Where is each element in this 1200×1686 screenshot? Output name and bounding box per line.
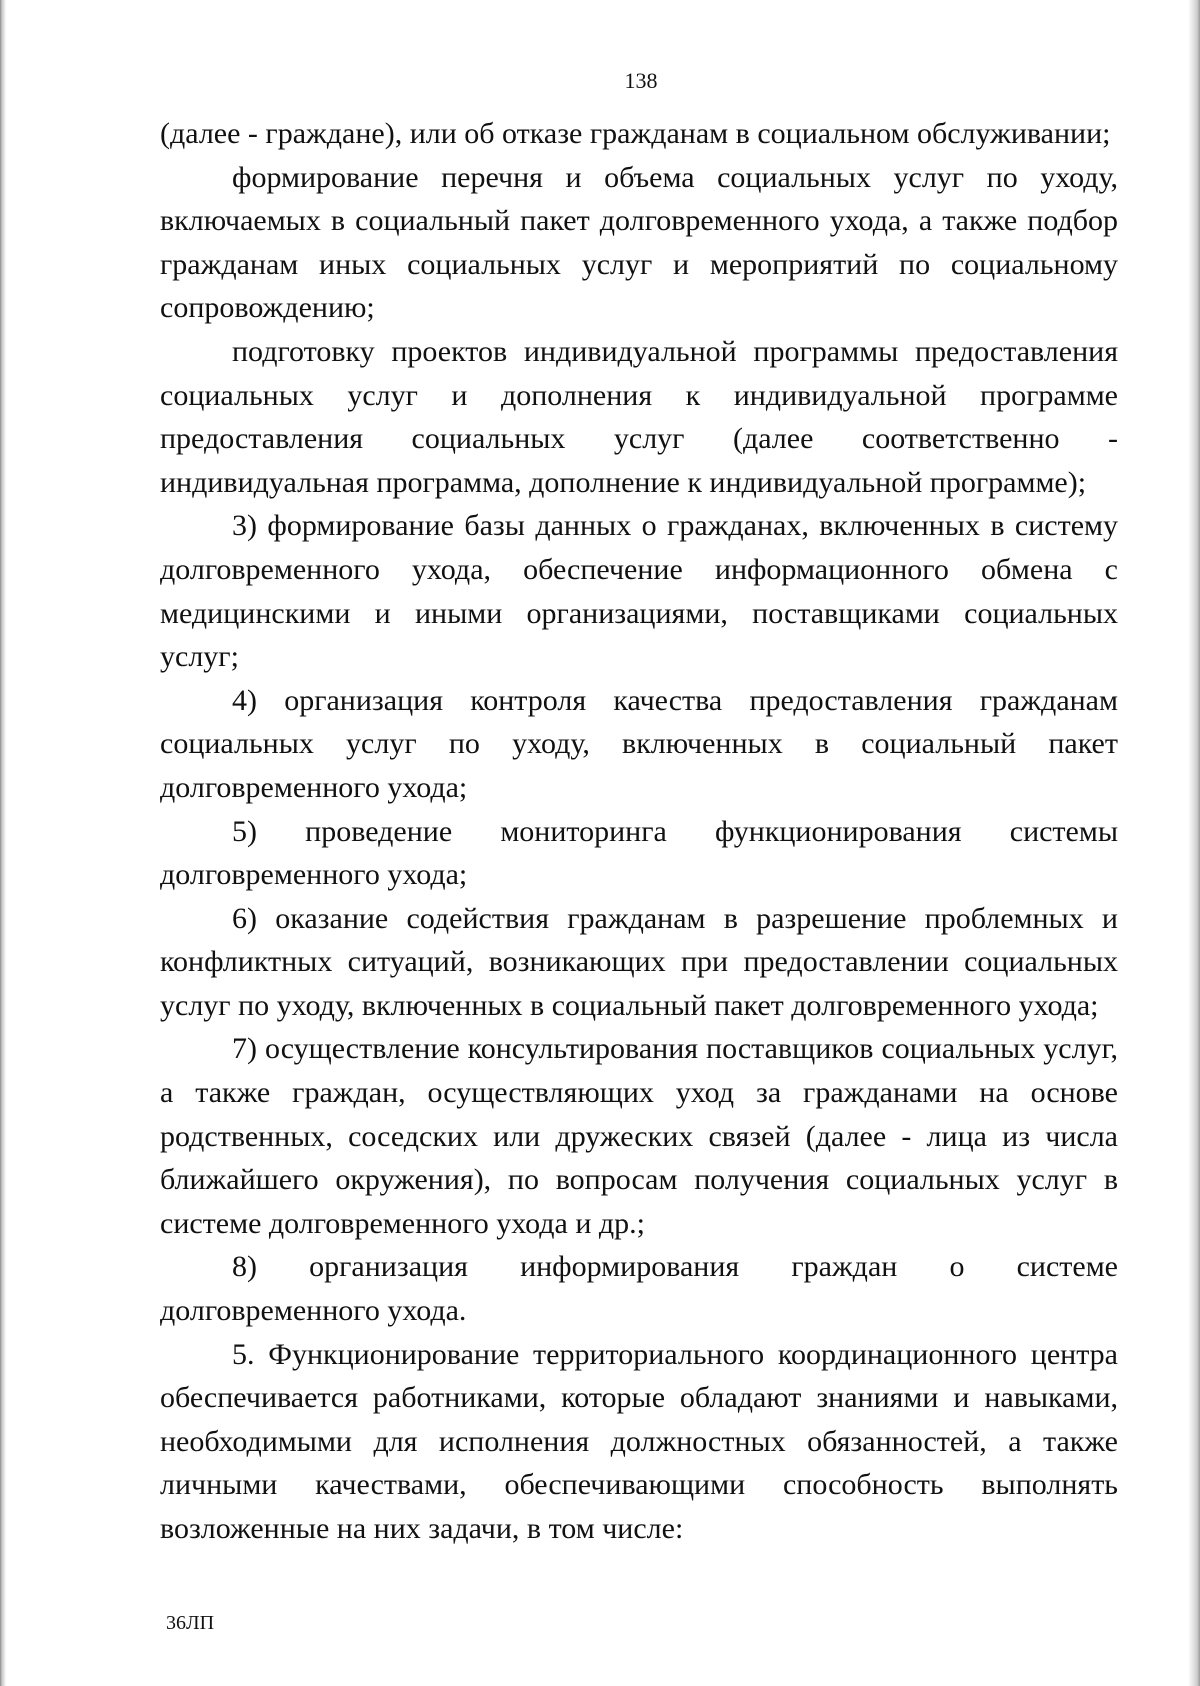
paragraph: 7) осуществление консультирования поставщиков социальных услуг, а также граждан, осуществляющих уход за гражданами на основе родственных, соседских или дружеских связей (далее - лица из числа ближайшего окружения), по вопросам получения социальных услуг в системе долговременного ухода и др.; [160, 1032, 1118, 1240]
page-number: 138 [624, 68, 658, 93]
paragraph: 5) проведение мониторинга функционирования системы долговременного ухода; [160, 814, 1118, 892]
scan-edge-right [1188, 0, 1200, 1686]
paragraph: 5. Функционирование территориального координационного центра обеспечивается работниками, которые обладают знаниями и навыками, необходимыми для исполнения должностных обязанностей, а также личными качествами, обеспечивающими способность выполнять возложенные на них задачи, в том числе: [160, 1337, 1118, 1545]
paragraph: подготовку проектов индивидуальной программы предоставления социальных услуг и дополнения к индивидуальной программе предоставления социальных услуг (далее соответственно - индивидуальная программа, дополнение к индивидуальной программе); [160, 334, 1118, 499]
scan-edge-left [0, 0, 6, 1686]
paragraph: (далее - граждане), или об отказе гражданам в социальном обслуживании; [160, 117, 1111, 150]
paragraph: 4) организация контроля качества предоставления гражданам социальных услуг по уходу, включенных в социальный пакет долговременного ухода; [160, 683, 1118, 804]
paragraph: 6) оказание содействия гражданам в разрешение проблемных и конфликтных ситуаций, возникающих при предоставлении социальных услуг по уходу, включенных в социальный пакет долговременного ухода; [160, 901, 1118, 1022]
footer-document-code: 36ЛП [166, 1612, 215, 1634]
document-body [160, 112, 1118, 1551]
paragraph: формирование перечня и объема социальных услуг по уходу, включаемых в социальный пакет долговременного ухода, а также подбор гражданам иных социальных услуг и мероприятий по социальному сопровождению; [160, 160, 1118, 325]
paragraph: 3) формирование базы данных о гражданах, включенных в систему долговременного ухода, обеспечение информационного обмена с медицинскими и иными организациями, поставщиками социальных услуг; [160, 509, 1118, 674]
paragraph: 8) организация информирования граждан о системе долговременного ухода. [160, 1250, 1118, 1328]
